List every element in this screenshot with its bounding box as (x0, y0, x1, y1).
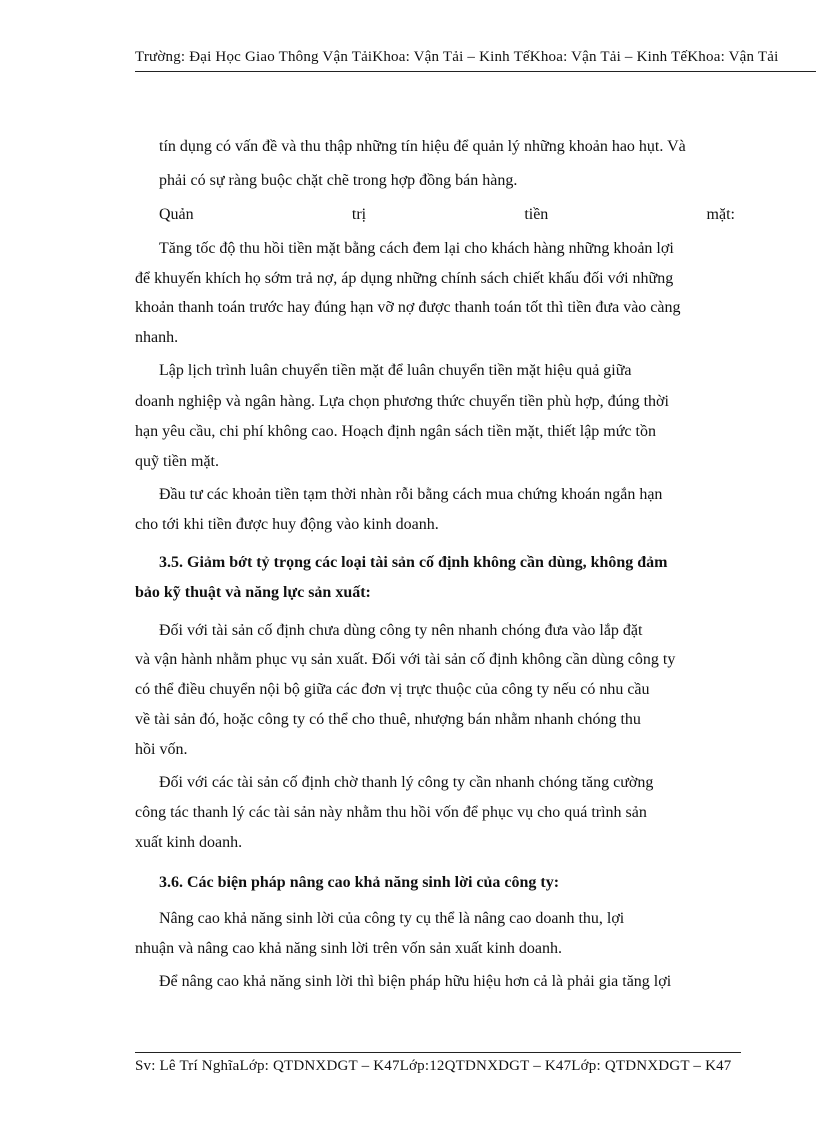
section-heading-3-6: 3.6. Các biện pháp nâng cao khả năng sinh lời của công ty: (159, 874, 560, 891)
paragraph-line: tín dụng có vấn đề và thu thập những tín hiệu để quản lý những khoản hao hụt. Và (159, 138, 686, 155)
paragraph-line: hạn yêu cầu, chi phí không cao. Hoạch định ngân sách tiền mặt, thiết lập mức tồn (135, 423, 656, 440)
paragraph-line: hồi vốn. (135, 741, 188, 758)
section-heading-3-5-cont: bảo kỹ thuật và năng lực sản xuất: (135, 584, 371, 601)
paragraph-line: công tác thanh lý các tài sản này nhằm thu hồi vốn để phục vụ cho quá trình sản (135, 804, 647, 821)
paragraph-line: Đối với các tài sản cố định chờ thanh lý công ty cần nhanh chóng tăng cường (159, 774, 654, 791)
paragraph-line: xuất kinh doanh. (135, 834, 243, 851)
paragraph-line: để khuyến khích họ sớm trả nợ, áp dụng những chính sách chiết khấu đối với những (135, 270, 674, 287)
page-header: Trường: Đại Học Giao Thông Vận TảiKhoa: Vận Tải – Kinh TếKhoa: Vận Tải – Kinh TếKhoa: Vận Tải (135, 49, 816, 72)
word: tiền (524, 206, 549, 223)
word: trị (351, 206, 367, 223)
section-heading-3-5: 3.5. Giảm bớt tỷ trọng các loại tài sản cố định không cần dùng, không đảm (159, 554, 668, 571)
paragraph-line: nhuận và nâng cao khả năng sinh lời trên vốn sản xuất kinh doanh. (135, 940, 563, 957)
footer-divider (135, 1052, 741, 1053)
paragraph-line: về tài sản đó, hoặc công ty có thể cho thuê, nhượng bán nhằm nhanh chóng thu (135, 711, 641, 728)
paragraph-line: Lập lịch trình luân chuyển tiền mặt để luân chuyển tiền mặt hiệu quả giữa (159, 362, 632, 379)
paragraph-line: doanh nghiệp và ngân hàng. Lựa chọn phương thức chuyển tiền phù hợp, đúng thời (135, 393, 669, 410)
word: mặt: (706, 206, 735, 223)
paragraph-line: khoản thanh toán trước hay đúng hạn vỡ nợ được thanh toán tốt thì tiền đưa vào càng (135, 299, 681, 316)
subheading-cash-management (135, 205, 735, 225)
paragraph-line: Tăng tốc độ thu hồi tiền mặt bằng cách đem lại cho khách hàng những khoản lợi (159, 240, 674, 257)
paragraph-line: Nâng cao khả năng sinh lời của công ty cụ thể là nâng cao doanh thu, lợi (159, 910, 625, 927)
paragraph-line: Đối với tài sản cố định chưa dùng công ty nên nhanh chóng đưa vào lắp đặt (159, 622, 643, 639)
page-footer: Sv: Lê Trí NghĩaLớp: QTDNXDGT – K47Lớp:12QTDNXDGT – K47Lớp: QTDNXDGT – K47 (135, 1058, 732, 1074)
paragraph-line: phải có sự ràng buộc chặt chẽ trong hợp đồng bán hàng. (159, 172, 518, 189)
word: Quản (159, 206, 194, 223)
paragraph-line: Đầu tư các khoản tiền tạm thời nhàn rỗi bằng cách mua chứng khoán ngắn hạn (159, 486, 663, 503)
paragraph-line: có thể điều chuyển nội bộ giữa các đơn vị trực thuộc của công ty nếu có nhu cầu (135, 681, 650, 698)
paragraph-line: nhanh. (135, 329, 179, 346)
paragraph-line: và vận hành nhằm phục vụ sản xuất. Đối với tài sản cố định không cần dùng công ty (135, 651, 676, 668)
paragraph-line: Để nâng cao khả năng sinh lời thì biện pháp hữu hiệu hơn cả là phải gia tăng lợi (159, 973, 672, 990)
paragraph-line: quỹ tiền mặt. (135, 453, 219, 470)
paragraph-line: cho tới khi tiền được huy động vào kinh doanh. (135, 516, 439, 533)
